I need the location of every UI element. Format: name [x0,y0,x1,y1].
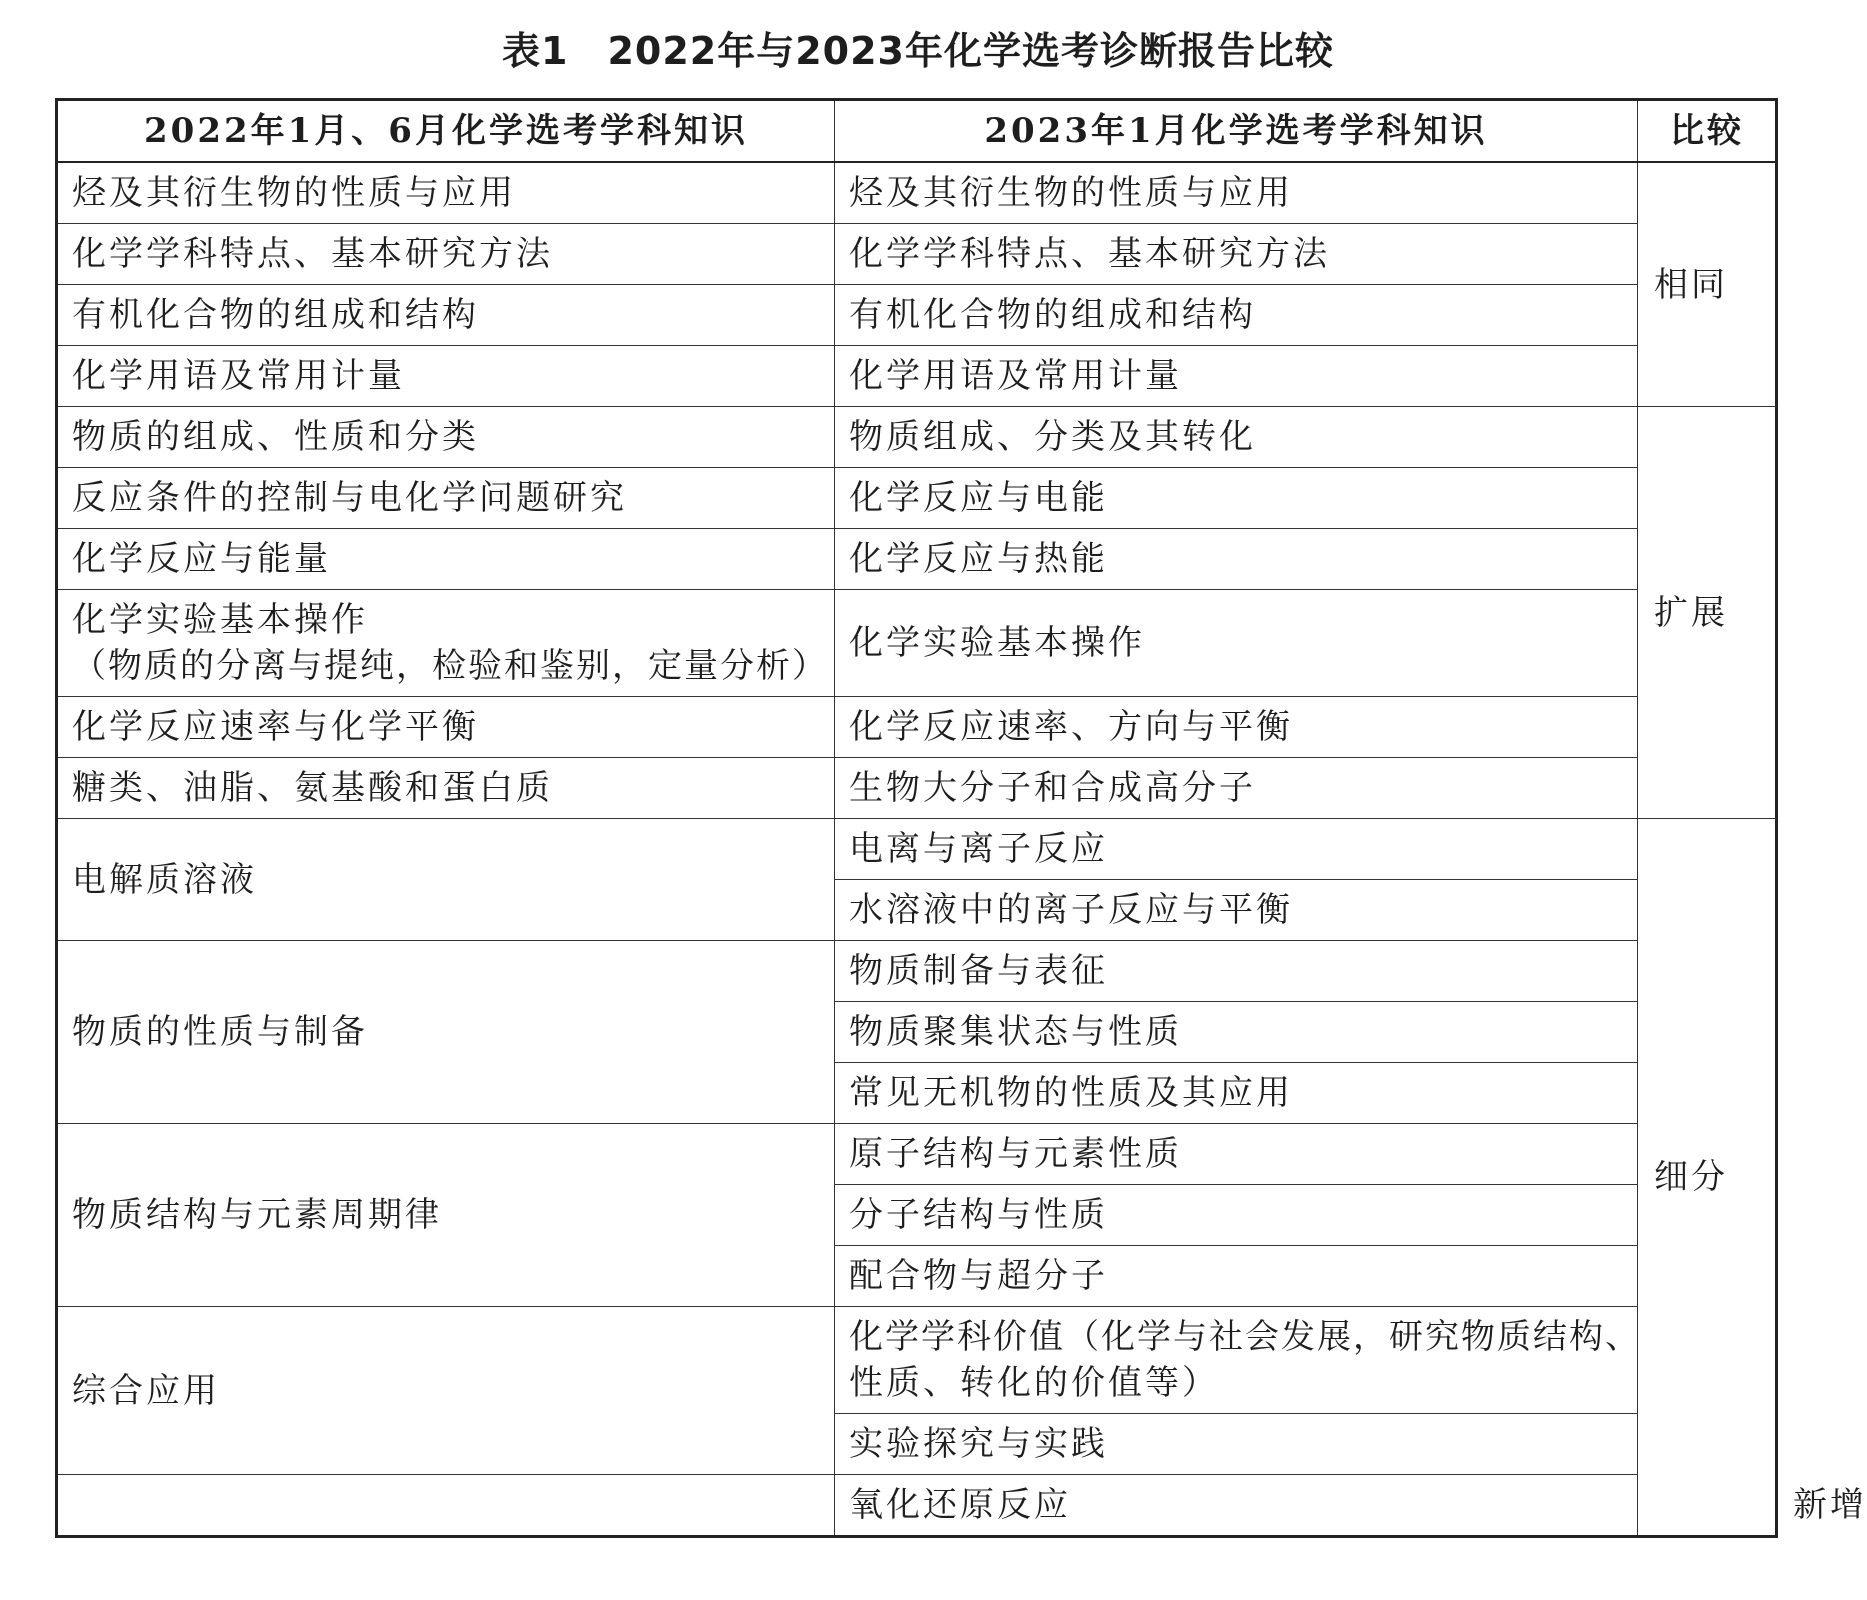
cell-2022: 化学用语及常用计量 [57,346,835,407]
table-row [57,697,1777,758]
cell-2023: 氧化还原反应 [835,1475,1638,1537]
table-row [57,758,1777,819]
table-row [57,468,1777,529]
cell-2023: 生物大分子和合成高分子 [835,758,1638,819]
comparison-subdivide: 细分 [1638,819,1777,1537]
cell-2023: 化学实验基本操作 [835,590,1638,697]
cell-2023: 烃及其衍生物的性质与应用 [835,162,1638,224]
cell-2023: 物质制备与表征 [835,941,1638,1002]
cell-2022: 反应条件的控制与电化学问题研究 [57,468,835,529]
cell-2023-line: 化学学科价值（化学与社会发展，研究物质结构、 [849,1317,1641,1357]
table-row [57,529,1777,590]
cell-2023: 化学反应与电能 [835,468,1638,529]
cell-2023: 化学学科特点、基本研究方法 [835,224,1638,285]
cell-2023: 化学反应与热能 [835,529,1638,590]
cell-2022-empty [57,1475,835,1537]
cell-2023: 配合物与超分子 [835,1246,1638,1307]
table-row [57,407,1777,468]
cell-2023: 有机化合物的组成和结构 [835,285,1638,346]
cell-2022: 化学学科特点、基本研究方法 [57,224,835,285]
cell-2023: 物质组成、分类及其转化 [835,407,1638,468]
cell-2022: 电解质溶液 [57,819,835,941]
table-row: 氧化还原反应 新增 [57,1475,1777,1537]
cell-2023-line: 性质、转化的价值等） [849,1363,1219,1403]
comparison-same: 相同 [1638,162,1777,407]
table-row [57,285,1777,346]
cell-2022 [57,590,835,697]
cell-2023: 电离与离子反应 [835,819,1638,880]
cell-2023: 常见无机物的性质及其应用 [835,1063,1638,1124]
cell-2023: 水溶液中的离子反应与平衡 [835,880,1638,941]
table-row [57,346,1777,407]
header-comparison: 比较 [1638,100,1777,163]
cell-2022: 化学反应与能量 [57,529,835,590]
cell-2022-line: （物质的分离与提纯，检验和鉴别，定量分析） [72,646,828,686]
comparison-table [55,98,1867,1538]
cell-2022: 糖类、油脂、氨基酸和蛋白质 [57,758,835,819]
header-2023-knowledge: 2023年1月化学选考学科知识 [835,100,1638,163]
cell-2022: 物质结构与元素周期律 [57,1124,835,1307]
table-row [57,590,1777,697]
table-row [57,1307,1777,1414]
table-row [57,941,1777,1002]
cell-2023: 分子结构与性质 [835,1185,1638,1246]
comparison-expand: 扩展 [1638,407,1777,819]
header-2022-knowledge: 2022年1月、6月化学选考学科知识 [57,100,835,163]
table-row [57,819,1777,880]
cell-2022: 有机化合物的组成和结构 [57,285,835,346]
cell-2022: 烃及其衍生物的性质与应用 [57,162,835,224]
table-row [57,224,1777,285]
cell-2023: 原子结构与元素性质 [835,1124,1638,1185]
cell-2023: 物质聚集状态与性质 [835,1002,1638,1063]
cell-2022: 物质的组成、性质和分类 [57,407,835,468]
header-row [57,100,1777,163]
table-caption: 表1 2022年与2023年化学选考诊断报告比较 [502,29,1334,73]
cell-2022: 化学反应速率与化学平衡 [57,697,835,758]
table-row [57,162,1777,224]
cell-2022-line: 化学实验基本操作 [72,600,368,640]
cell-2022: 物质的性质与制备 [57,941,835,1124]
cell-2023: 实验探究与实践 [835,1414,1638,1475]
table-row [57,1124,1777,1185]
cell-2023: 化学反应速率、方向与平衡 [835,697,1638,758]
cell-2023: 化学用语及常用计量 [835,346,1638,407]
cell-2023 [835,1307,1641,1414]
cell-2022: 综合应用 [57,1307,835,1475]
